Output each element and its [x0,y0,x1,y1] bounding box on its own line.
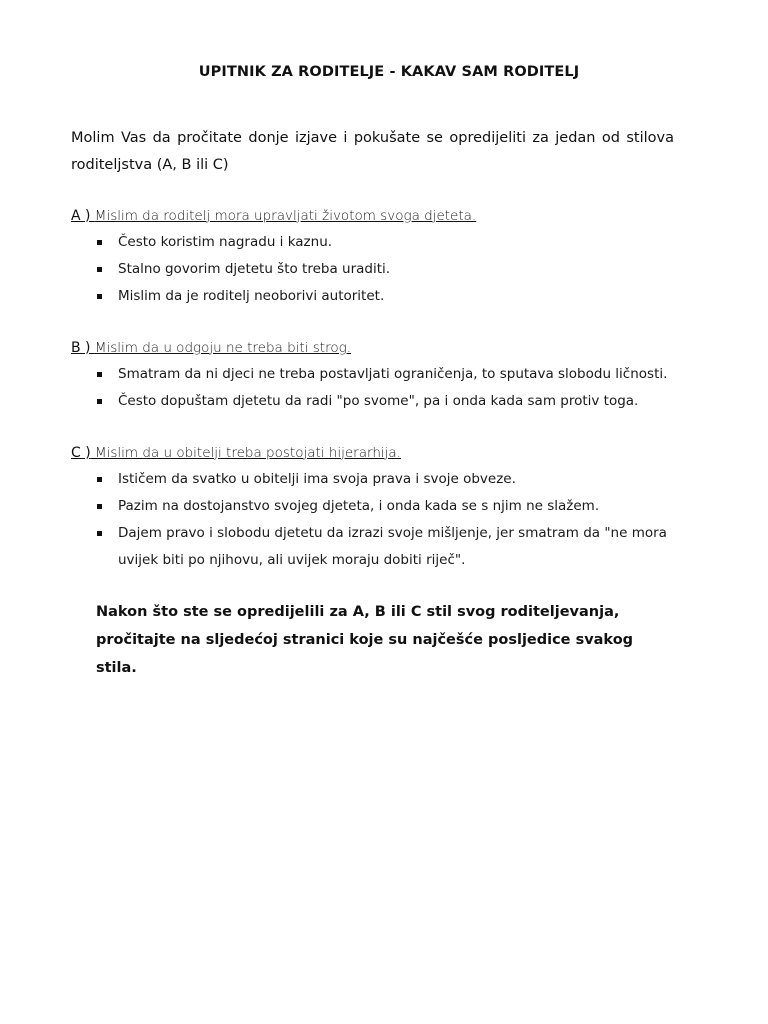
closing-paragraph: Nakon što ste se opredijelili za A, B ili C stil svog roditeljevanja, pročitajte na sljedećoj stranici koje su najčešće posljedice svakog stila. [96,604,634,676]
list-item: Ističem da svatko u obitelji ima svoja prava i svoje obveze. [71,466,711,493]
list-item: Stalno govorim djetetu što treba uraditi. [71,256,711,283]
section-a-heading [71,203,711,229]
section-c-letter: C ) [71,445,91,461]
square-bullet-icon [97,372,102,377]
section-c-list [71,466,711,574]
section-b-statement: Mislim da u odgoju ne treba biti strog. [94,340,351,356]
square-bullet-icon [97,504,102,509]
section-a-list [71,229,711,310]
list-item: Često koristim nagradu i kaznu. [71,229,711,256]
square-bullet-icon [97,477,102,482]
list-item: Mislim da je roditelj neoborivi autoritet. [71,283,711,310]
section-b-list [71,361,711,415]
list-item: Pazim na dostojanstvo svojeg djeteta, i onda kada se s njim ne slažem. [71,493,711,520]
section-a-letter: A ) [71,208,91,224]
section-c-heading [71,440,711,466]
section-b-letter: B ) [71,340,91,356]
section-b [71,335,711,415]
intro-paragraph: Molim Vas da pročitate donje izjave i pokušate se opredijeliti za jedan od stilova roditeljstva (A, B ili C) [71,130,674,173]
square-bullet-icon [97,240,102,245]
square-bullet-icon [97,267,102,272]
section-c-statement: Mislim da u obitelji treba postojati hijerarhija. [94,445,401,461]
section-b-heading [71,335,711,361]
section-a [71,203,711,310]
list-item: Smatram da ni djeci ne treba postavljati ograničenja, to sputava slobodu ličnosti. [71,361,711,388]
section-a-statement: Mislim da roditelj mora upravljati životom svoga djeteta. [94,208,477,224]
list-item: Dajem pravo i slobodu djetetu da izrazi svoje mišljenje, jer smatram da "ne mora uvijek biti po njihovu, ali uvijek moraju dobiti riječ". [71,520,711,574]
list-item: Često dopuštam djetetu da radi "po svome", pa i onda kada sam protiv toga. [71,388,711,415]
section-c [71,440,711,574]
document-title: UPITNIK ZA RODITELJE - KAKAV SAM RODITELJ [198,64,580,80]
square-bullet-icon [97,531,102,536]
square-bullet-icon [97,294,102,299]
square-bullet-icon [97,399,102,404]
